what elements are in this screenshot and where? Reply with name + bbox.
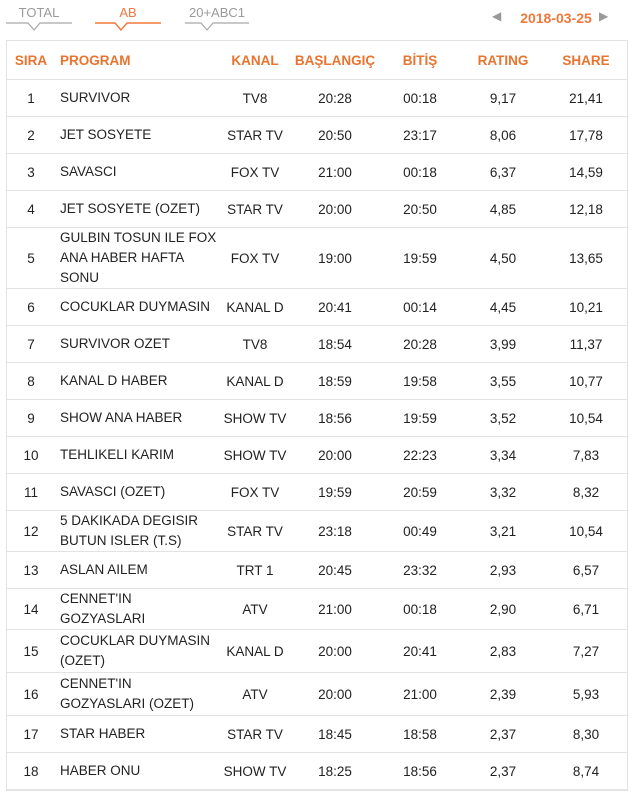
cell-baslangic: 18:45 [291, 716, 379, 753]
cell-baslangic: 20:50 [291, 117, 379, 154]
cell-share: 10,77 [545, 363, 627, 400]
cell-baslangic: 19:00 [291, 228, 379, 289]
cell-rating: 2,93 [461, 552, 545, 589]
cell-share: 10,21 [545, 289, 627, 326]
cell-rating: 2,37 [461, 753, 545, 790]
table-row[interactable] [7, 228, 627, 289]
cell-share: 7,83 [545, 437, 627, 474]
cell-baslangic: 20:00 [291, 673, 379, 716]
header-baslangic[interactable]: BAŞLANGIÇ [291, 41, 379, 80]
table-row[interactable] [7, 716, 627, 753]
table-header-row [7, 41, 627, 80]
table-row[interactable] [7, 673, 627, 716]
cell-rating: 3,32 [461, 474, 545, 511]
cell-rating: 2,83 [461, 630, 545, 673]
cell-program: 5 DAKIKADA DEGISIR BUTUN ISLER (T.S) [55, 511, 219, 552]
cell-baslangic: 20:45 [291, 552, 379, 589]
header-share[interactable]: SHARE [545, 41, 627, 80]
cell-kanal: TV8 [219, 326, 291, 363]
cell-program: COCUKLAR DUYMASIN (OZET) [55, 630, 219, 673]
cell-bitis: 20:28 [379, 326, 461, 363]
table-row[interactable] [7, 589, 627, 630]
cell-baslangic: 20:28 [291, 80, 379, 117]
cell-sira: 13 [7, 552, 55, 589]
cell-kanal: ATV [219, 589, 291, 630]
cell-program: CENNET'IN GOZYASLARI [55, 589, 219, 630]
cell-bitis: 22:23 [379, 437, 461, 474]
tab-20abc1-label: 20+ABC1 [188, 5, 245, 20]
cell-bitis: 18:58 [379, 716, 461, 753]
cell-kanal: FOX TV [219, 228, 291, 289]
cell-program: SURVIVOR [55, 80, 219, 117]
table-row[interactable] [7, 630, 627, 673]
chevron-right-icon[interactable]: ▶ [599, 9, 609, 23]
cell-share: 10,54 [545, 400, 627, 437]
cell-kanal: FOX TV [219, 474, 291, 511]
tab-underline-icon [185, 22, 249, 32]
cell-bitis: 21:00 [379, 673, 461, 716]
cell-baslangic: 18:25 [291, 753, 379, 790]
cell-share: 21,41 [545, 80, 627, 117]
cell-share: 5,93 [545, 673, 627, 716]
cell-rating: 6,37 [461, 154, 545, 191]
cell-rating: 3,21 [461, 511, 545, 552]
cell-program: COCUKLAR DUYMASIN [55, 289, 219, 326]
cell-bitis: 20:50 [379, 191, 461, 228]
cell-rating: 3,99 [461, 326, 545, 363]
cell-rating: 2,90 [461, 589, 545, 630]
header-sira[interactable]: SIRA [7, 41, 55, 80]
cell-sira: 5 [7, 228, 55, 289]
cell-kanal: TRT 1 [219, 552, 291, 589]
cell-bitis: 00:14 [379, 289, 461, 326]
cell-share: 14,59 [545, 154, 627, 191]
cell-baslangic: 23:18 [291, 511, 379, 552]
cell-program: SURVIVOR OZET [55, 326, 219, 363]
cell-program: SAVASCI [55, 154, 219, 191]
cell-kanal: KANAL D [219, 363, 291, 400]
cell-rating: 3,52 [461, 400, 545, 437]
cell-sira: 12 [7, 511, 55, 552]
table-row[interactable] [7, 80, 627, 117]
cell-bitis: 19:58 [379, 363, 461, 400]
cell-program: SAVASCI (OZET) [55, 474, 219, 511]
tab-underline-icon [95, 22, 161, 32]
cell-program: JET SOSYETE (OZET) [55, 191, 219, 228]
cell-bitis: 20:59 [379, 474, 461, 511]
cell-kanal: SHOW TV [219, 437, 291, 474]
cell-bitis: 23:32 [379, 552, 461, 589]
cell-kanal: FOX TV [219, 154, 291, 191]
table-row[interactable] [7, 117, 627, 154]
cell-program: SHOW ANA HABER [55, 400, 219, 437]
table-row[interactable] [7, 154, 627, 191]
cell-baslangic: 18:59 [291, 363, 379, 400]
cell-rating: 4,45 [461, 289, 545, 326]
cell-baslangic: 20:00 [291, 437, 379, 474]
cell-bitis: 18:56 [379, 753, 461, 790]
cell-sira: 3 [7, 154, 55, 191]
cell-kanal: SHOW TV [219, 753, 291, 790]
cell-kanal: ATV [219, 673, 291, 716]
cell-program: CENNET'IN GOZYASLARI (OZET) [55, 673, 219, 716]
cell-share: 7,27 [545, 630, 627, 673]
header-rating[interactable]: RATING [461, 41, 545, 80]
tab-total[interactable] [6, 5, 72, 31]
table-row[interactable] [7, 363, 627, 400]
cell-kanal: KANAL D [219, 289, 291, 326]
chevron-left-icon[interactable]: ◀ [492, 9, 502, 23]
cell-sira: 6 [7, 289, 55, 326]
table-row[interactable] [7, 400, 627, 437]
cell-bitis: 00:49 [379, 511, 461, 552]
selected-date[interactable]: 2018-03-25 [520, 10, 592, 26]
cell-program: ASLAN AILEM [55, 552, 219, 589]
cell-share: 6,71 [545, 589, 627, 630]
cell-kanal: KANAL D [219, 630, 291, 673]
table-row[interactable] [7, 474, 627, 511]
header-program[interactable]: PROGRAM [55, 41, 219, 80]
cell-bitis: 20:41 [379, 630, 461, 673]
cell-kanal: STAR TV [219, 511, 291, 552]
cell-kanal: SHOW TV [219, 400, 291, 437]
cell-bitis: 00:18 [379, 154, 461, 191]
cell-share: 8,74 [545, 753, 627, 790]
ratings-table [7, 41, 627, 790]
cell-program: HABER ONU [55, 753, 219, 790]
cell-share: 12,18 [545, 191, 627, 228]
cell-sira: 11 [7, 474, 55, 511]
cell-bitis: 23:17 [379, 117, 461, 154]
cell-sira: 18 [7, 753, 55, 790]
cell-sira: 16 [7, 673, 55, 716]
tab-20abc1[interactable] [185, 5, 249, 31]
tab-ab[interactable] [95, 5, 161, 31]
cell-sira: 8 [7, 363, 55, 400]
cell-share: 11,37 [545, 326, 627, 363]
cell-sira: 4 [7, 191, 55, 228]
cell-bitis: 00:18 [379, 589, 461, 630]
cell-share: 10,54 [545, 511, 627, 552]
table-row[interactable] [7, 511, 627, 552]
cell-sira: 15 [7, 630, 55, 673]
cell-share: 6,57 [545, 552, 627, 589]
cell-rating: 8,06 [461, 117, 545, 154]
cell-kanal: STAR TV [219, 191, 291, 228]
cell-baslangic: 18:54 [291, 326, 379, 363]
cell-baslangic: 19:59 [291, 474, 379, 511]
cell-rating: 3,55 [461, 363, 545, 400]
cell-bitis: 00:18 [379, 80, 461, 117]
cell-kanal: STAR TV [219, 117, 291, 154]
ratings-table-container [6, 40, 628, 791]
table-row[interactable] [7, 289, 627, 326]
cell-rating: 2,39 [461, 673, 545, 716]
table-row[interactable] [7, 552, 627, 589]
cell-sira: 17 [7, 716, 55, 753]
table-row[interactable] [7, 437, 627, 474]
cell-bitis: 19:59 [379, 228, 461, 289]
cell-kanal: STAR TV [219, 716, 291, 753]
table-row[interactable] [7, 753, 627, 790]
cell-rating: 9,17 [461, 80, 545, 117]
cell-program: JET SOSYETE [55, 117, 219, 154]
header-bitis[interactable]: BİTİŞ [379, 41, 461, 80]
cell-share: 8,32 [545, 474, 627, 511]
tab-underline-icon [6, 22, 72, 32]
cell-rating: 4,50 [461, 228, 545, 289]
cell-program: KANAL D HABER [55, 363, 219, 400]
cell-baslangic: 20:41 [291, 289, 379, 326]
cell-sira: 9 [7, 400, 55, 437]
cell-sira: 7 [7, 326, 55, 363]
tab-ab-label: AB [119, 5, 137, 20]
cell-kanal: TV8 [219, 80, 291, 117]
cell-baslangic: 20:00 [291, 630, 379, 673]
cell-baslangic: 21:00 [291, 154, 379, 191]
cell-baslangic: 21:00 [291, 589, 379, 630]
cell-sira: 14 [7, 589, 55, 630]
cell-share: 13,65 [545, 228, 627, 289]
cell-program: TEHLIKELI KARIM [55, 437, 219, 474]
top-bar [0, 0, 634, 38]
table-row[interactable] [7, 326, 627, 363]
cell-share: 8,30 [545, 716, 627, 753]
cell-sira: 10 [7, 437, 55, 474]
cell-program: STAR HABER [55, 716, 219, 753]
cell-share: 17,78 [545, 117, 627, 154]
cell-program: GULBIN TOSUN ILE FOX ANA HABER HAFTA SONU [55, 228, 219, 289]
cell-baslangic: 20:00 [291, 191, 379, 228]
cell-rating: 3,34 [461, 437, 545, 474]
header-kanal[interactable]: KANAL [219, 41, 291, 80]
tab-total-label: TOTAL [18, 5, 60, 20]
cell-sira: 1 [7, 80, 55, 117]
cell-bitis: 19:59 [379, 400, 461, 437]
cell-rating: 4,85 [461, 191, 545, 228]
cell-sira: 2 [7, 117, 55, 154]
cell-baslangic: 18:56 [291, 400, 379, 437]
table-row[interactable] [7, 191, 627, 228]
cell-rating: 2,37 [461, 716, 545, 753]
